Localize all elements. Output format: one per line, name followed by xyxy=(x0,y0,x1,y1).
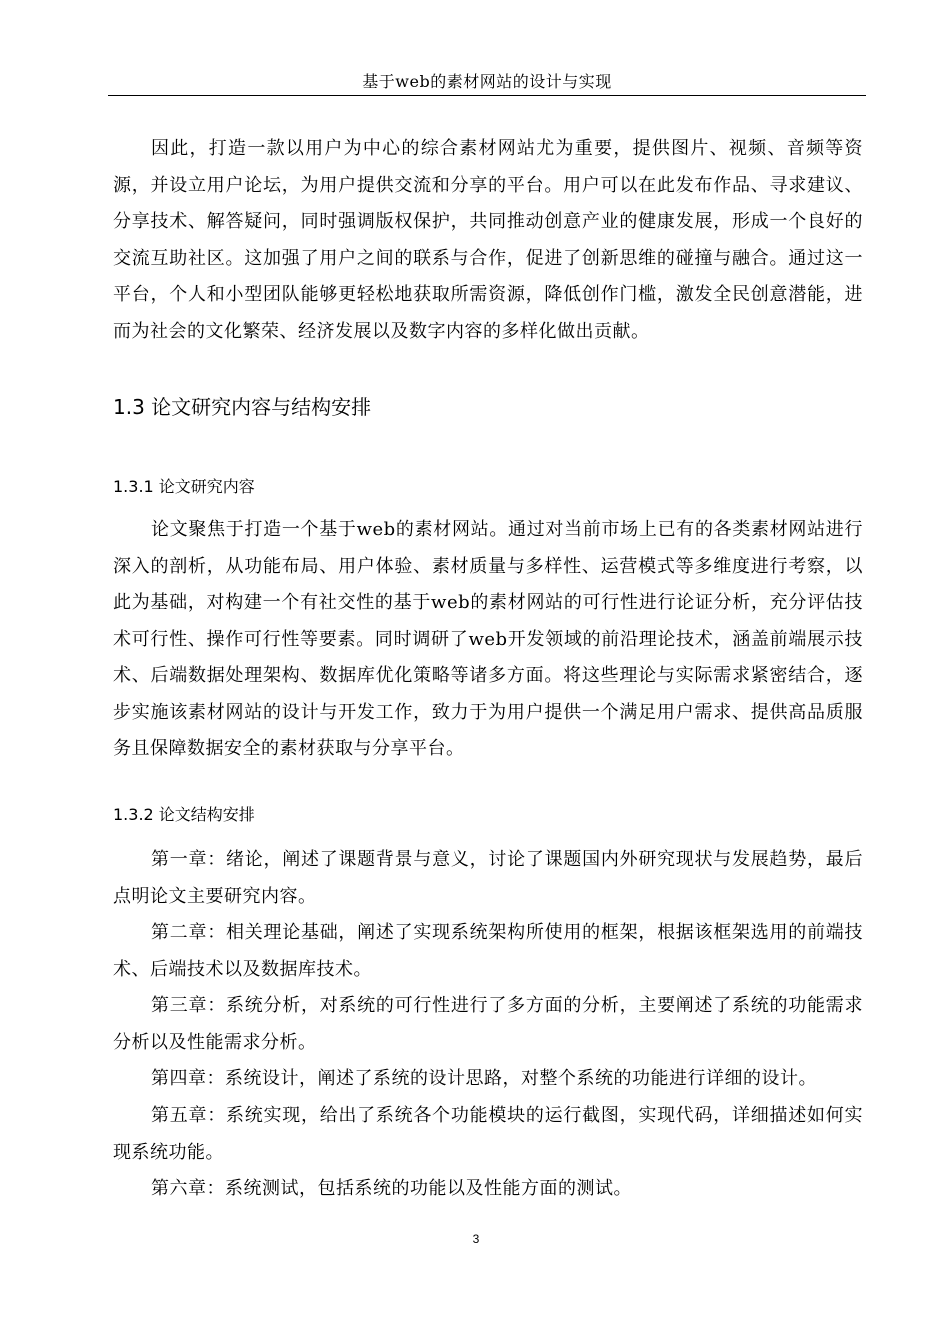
chapter-4-summary: 第四章：系统设计，阐述了系统的设计思路，对整个系统的功能进行详细的设计。 xyxy=(151,1068,817,1089)
running-header: 基于web的素材网站的设计与实现 xyxy=(362,72,612,91)
page-number: 3 xyxy=(472,1232,480,1246)
research-content-paragraph: 论文聚焦于打造一个基于web的素材网站。通过对当前市场上已有的各类素材网站进行深入的剖析，从功能布局、用户体验、素材质量与多样性、运营模式等多维度进行考察，以此为基础，对构建一个有社交性的基于web的素材网站的可行性进行论证分析，充分评估技术可行性、操作可行性等要素。同时调研了web开发领域的前沿理论技术，涵盖前端展示技术、后端数据处理架构、数据库优化策略等诸多方面。将这些理论与实际需求紧密结合，逐步实施该素材网站的设计与开发工作，致力于为用户提供一个满足用户需求、提供高品质服务且保障数据安全的素材获取与分享平台。 xyxy=(113,519,863,759)
section-heading-1-3-1: 1.3.1 论文研究内容 xyxy=(113,477,255,496)
header-rule xyxy=(108,95,866,96)
chapter-5-summary: 第五章：系统实现，给出了系统各个功能模块的运行截图，实现代码，详细描述如何实现系统功能。 xyxy=(113,1105,863,1163)
intro-paragraph: 因此，打造一款以用户为中心的综合素材网站尤为重要，提供图片、视频、音频等资源，并设立用户论坛，为用户提供交流和分享的平台。用户可以在此发布作品、寻求建议、分享技术、解答疑问，同时强调版权保护，共同推动创意产业的健康发展，形成一个良好的交流互助社区。这加强了用户之间的联系与合作，促进了创新思维的碰撞与融合。通过这一平台，个人和小型团队能够更轻松地获取所需资源，降低创作门槛，激发全民创意潜能，进而为社会的文化繁荣、经济发展以及数字内容的多样化做出贡献。 xyxy=(113,138,863,342)
chapter-2-summary: 第二章：相关理论基础，阐述了实现系统架构所使用的框架，根据该框架选用的前端技术、后端技术以及数据库技术。 xyxy=(113,922,863,980)
section-heading-1-3-2: 1.3.2 论文结构安排 xyxy=(113,805,255,824)
section-heading-1-3: 1.3 论文研究内容与结构安排 xyxy=(113,395,372,419)
chapter-6-summary: 第六章：系统测试，包括系统的功能以及性能方面的测试。 xyxy=(151,1178,632,1199)
chapter-1-summary: 第一章：绪论，阐述了课题背景与意义，讨论了课题国内外研究现状与发展趋势，最后点明论文主要研究内容。 xyxy=(113,849,863,907)
chapter-3-summary: 第三章：系统分析，对系统的可行性进行了多方面的分析，主要阐述了系统的功能需求分析以及性能需求分析。 xyxy=(113,995,863,1053)
